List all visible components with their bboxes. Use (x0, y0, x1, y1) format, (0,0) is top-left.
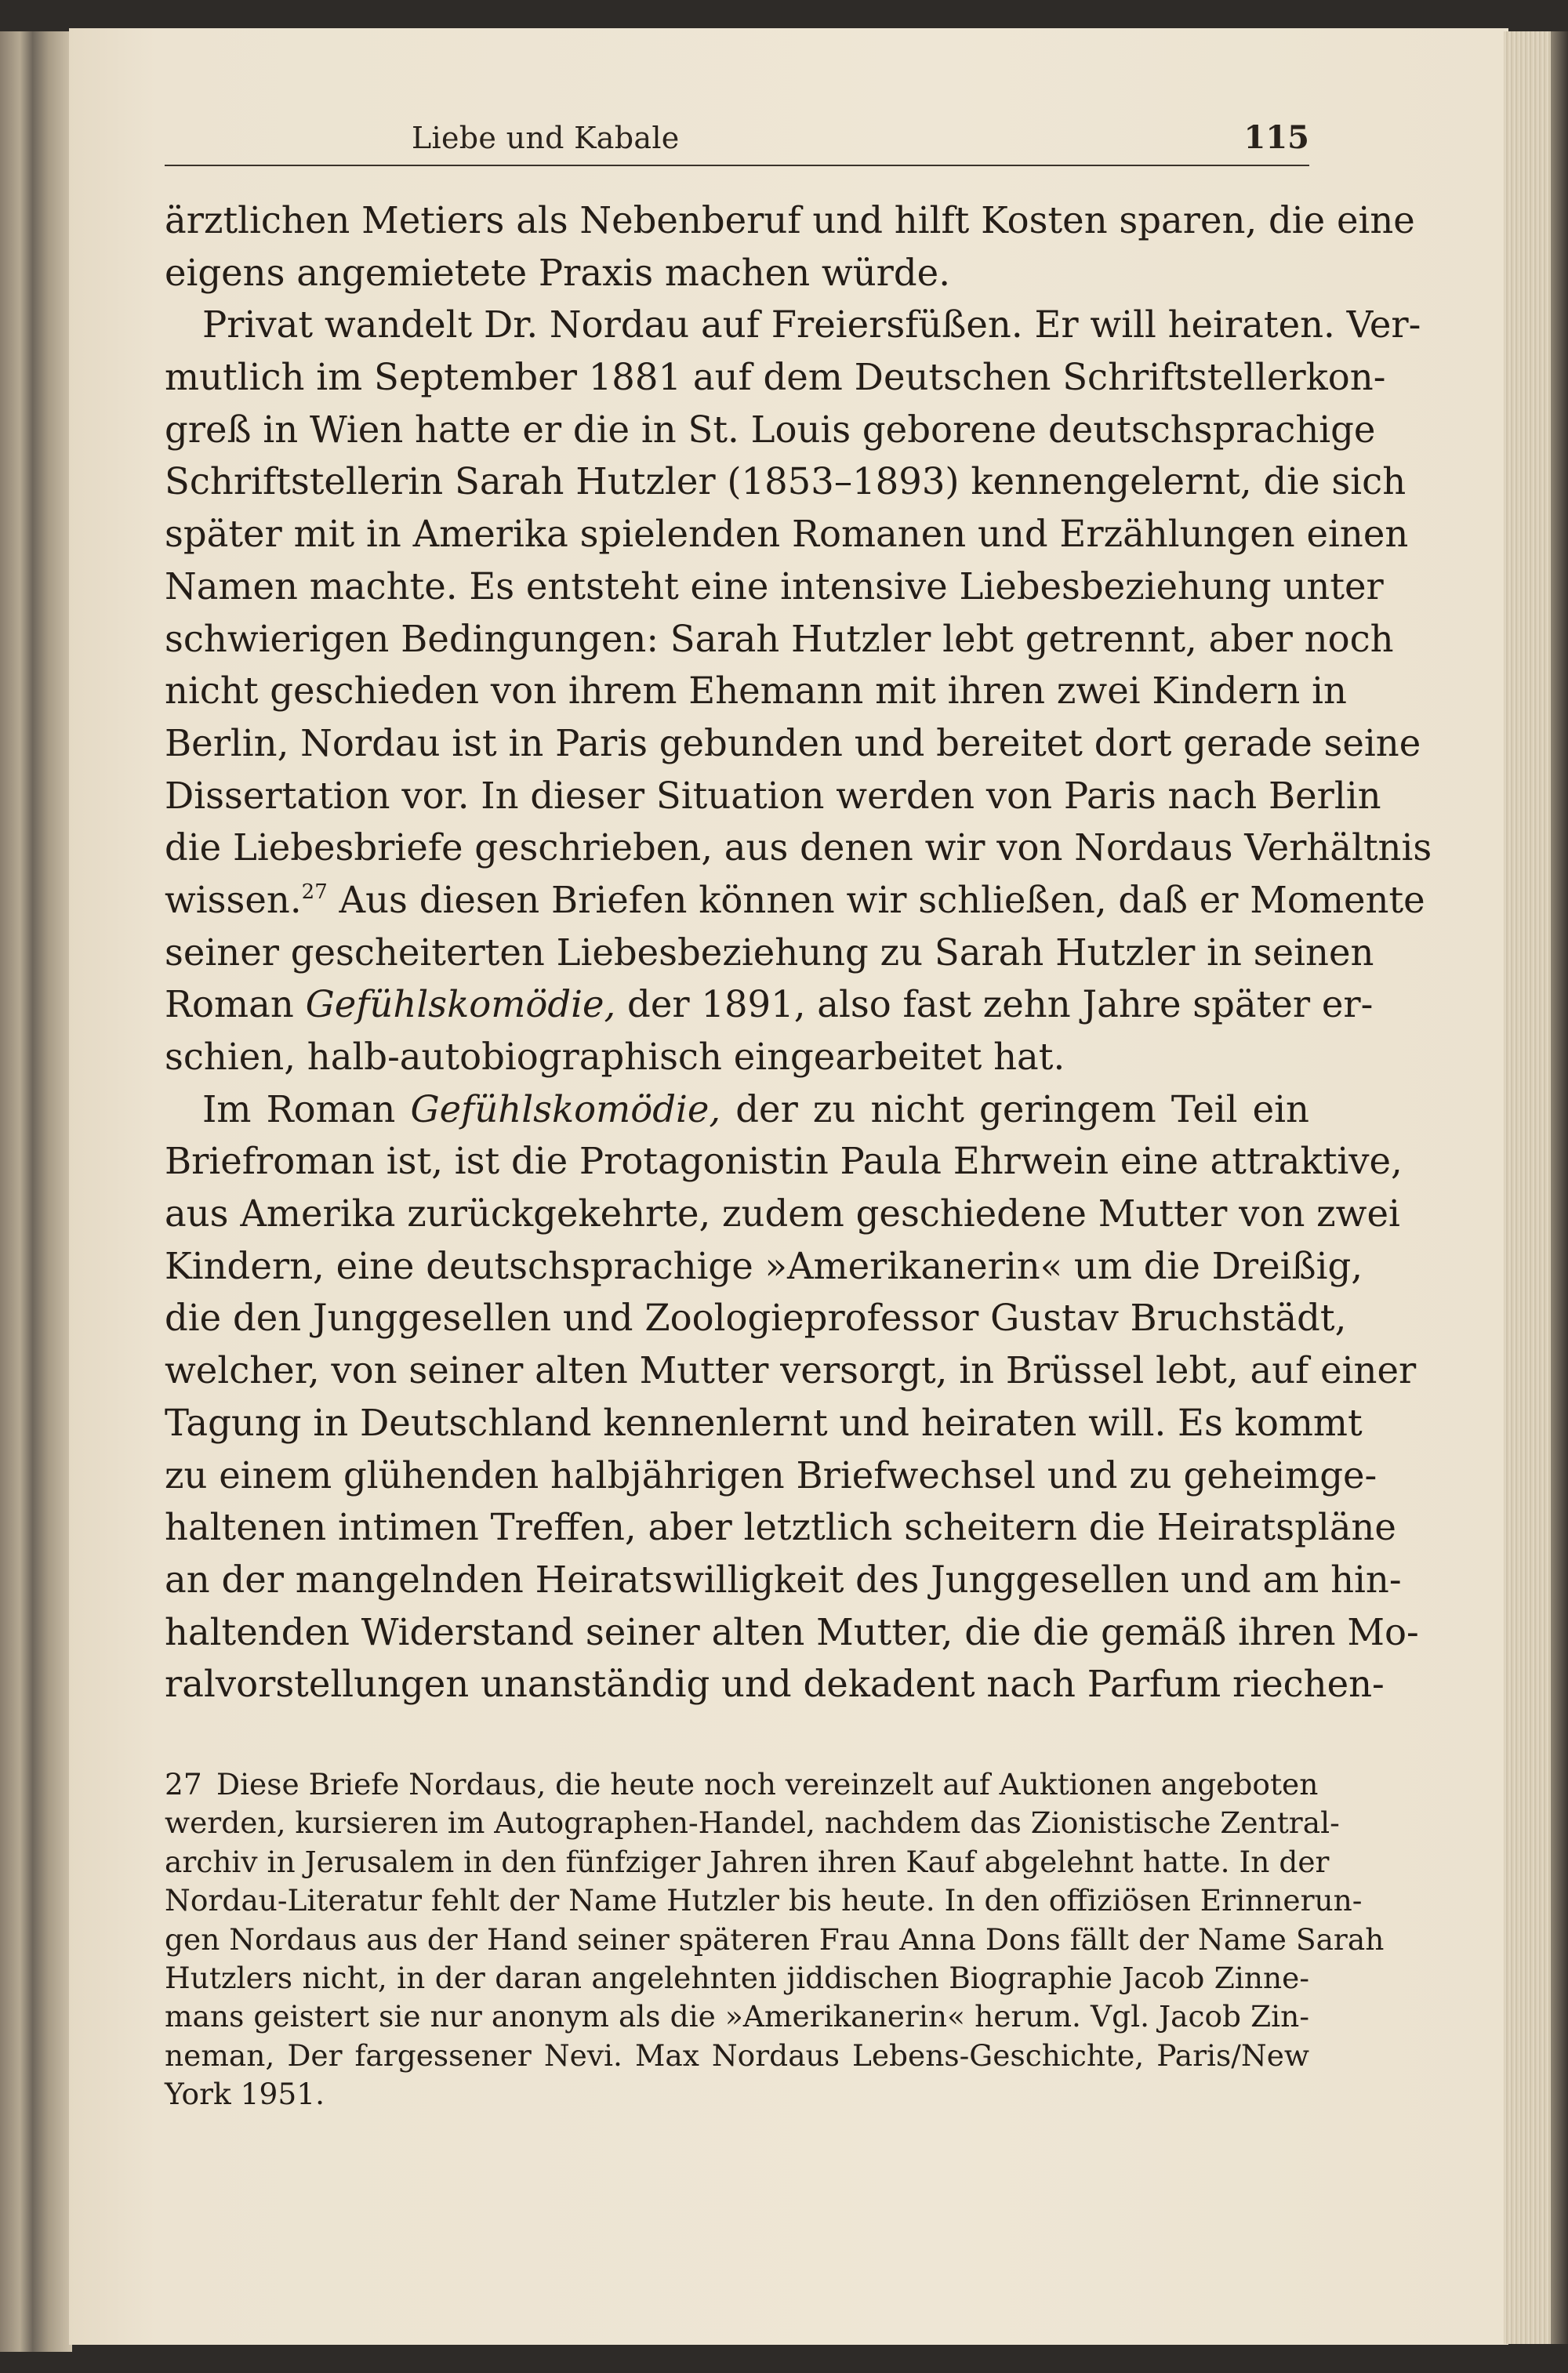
footnote-line: mans geistert sie nur anonym als die »Amerikanerin« herum. Vgl. Jacob Zin- (165, 1999, 1309, 2034)
text-line: welcher, von seiner alten Mutter versorgt, in Brüssel lebt, auf einer (165, 1349, 1417, 1392)
text-line: an der mangelnden Heiratswilligkeit des Junggesellen und am hin- (165, 1558, 1402, 1601)
footnote-line: 27 Diese Briefe Nordaus, die heute noch vereinzelt auf Auktionen angeboten (165, 1765, 1309, 1804)
text-line: haltenden Widerstand seiner alten Mutter, die die gemäß ihren Mo- (165, 1610, 1419, 1653)
footnote-line: neman, Der fargessener Nevi. Max Nordaus Lebens-Geschichte, Paris/New (165, 2037, 1309, 2073)
text-line: ärztlichen Metiers als Nebenberuf und hilft Kosten sparen, die eine (165, 199, 1415, 241)
text-line: Privat wandelt Dr. Nordau auf Freiersfüßen. Er will heiraten. Ver- (202, 303, 1421, 347)
text-line: Roman Gefühlskomödie, der 1891, also fast zehn Jahre später er- (165, 983, 1374, 1026)
book-title-italic: Gefühlskomödie, (305, 983, 616, 1026)
book-gutter (33, 31, 72, 2352)
text-line: Namen machte. Es entsteht eine intensive Liebesbeziehung unter (165, 564, 1384, 608)
text-line: mutlich im September 1881 auf dem Deutschen Schriftstellerkon- (165, 356, 1386, 399)
footnote-line: gen Nordaus aus der Hand seiner späteren Frau Anna Dons fällt der Name Sarah (165, 1921, 1385, 1957)
text-line: Schriftstellerin Sarah Hutzler (1853–1893) kennengelernt, die sich (165, 460, 1406, 503)
page-header (165, 118, 1309, 166)
running-head: Liebe und Kabale (412, 121, 680, 155)
footnote-ref-27: 27 (301, 880, 328, 904)
text-line: Tagung in Deutschland kennenlernt und heiraten will. Es kommt (165, 1401, 1363, 1444)
text-line: haltenen intimen Treffen, aber letztlich scheitern die Heiratspläne (165, 1506, 1396, 1549)
footnote-line: York 1951. (165, 2077, 325, 2112)
text-line: schwierigen Bedingungen: Sarah Hutzler lebt getrennt, aber noch (165, 617, 1394, 660)
previous-page-edge (0, 31, 33, 2352)
text-line: seiner gescheiterten Liebesbeziehung zu Sarah Hutzler in seinen (165, 931, 1374, 974)
body-text (165, 194, 1432, 1711)
footnote-line: Hutzlers nicht, in der daran angelehnten jiddischen Biographie Jacob Zinne- (165, 1960, 1309, 1995)
text-line: eigens angemietete Praxis machen würde. (165, 251, 950, 294)
text-line: die Liebesbriefe geschrieben, aus denen wir von Nordaus Verhältnis (165, 826, 1432, 869)
page-stack-shadow (1551, 31, 1568, 2344)
text-line: später mit in Amerika spielenden Romanen und Erzählungen einen (165, 513, 1409, 556)
footnote-line: archiv in Jerusalem in den fünfziger Jahren ihren Kauf abgelehnt hatte. In der (165, 1844, 1330, 1879)
book-title-italic: Gefühlskomödie, (410, 1087, 721, 1130)
text-line: Briefroman ist, ist die Protagonistin Paula Ehrwein eine attraktive, (165, 1140, 1403, 1183)
footnote-line: werden, kursieren im Autographen-Handel, nachdem das Zionistische Zentral- (165, 1805, 1340, 1841)
footnote-27 (165, 1765, 1385, 2114)
text-line: wissen.$^{27}$ Aus diesen Briefen können wir schließen, daß er Momente (165, 878, 1425, 921)
text-line: zu einem glühenden halbjährigen Briefwechsel und zu geheimge- (165, 1453, 1377, 1497)
text-line: Dissertation vor. In dieser Situation werden von Paris nach Berlin (165, 774, 1381, 817)
text-line: nicht geschieden von ihrem Ehemann mit ihren zwei Kindern in (165, 669, 1347, 713)
text-line: Berlin, Nordau ist in Paris gebunden und bereitet dort gerade seine (165, 721, 1421, 764)
page-number: 115 (1243, 119, 1309, 156)
text-line: greß in Wien hatte er die in St. Louis geborene deutschsprachige (165, 408, 1376, 451)
footnote-line: Nordau-Literatur fehlt der Name Hutzler bis heute. In den offiziösen Erinnerun- (165, 1883, 1363, 1918)
page-stack-edges (1504, 31, 1551, 2344)
text-line: aus Amerika zurückgekehrte, zudem geschiedene Mutter von zwei (165, 1192, 1400, 1235)
text-line: die den Junggesellen und Zoologieprofessor Gustav Bruchstädt, (165, 1297, 1347, 1340)
text-line: Im Roman Gefühlskomödie, der zu nicht geringem Teil ein (202, 1087, 1309, 1130)
text-line: ralvorstellungen unanständig und dekadent nach Parfum riechen- (165, 1663, 1385, 1706)
footnote-number: 27 (165, 1767, 202, 1802)
text-line: schien, halb-autobiographisch eingearbeitet hat. (165, 1036, 1065, 1078)
text-line: Kindern, eine deutschsprachige »Amerikanerin« um die Dreißig, (165, 1244, 1363, 1287)
